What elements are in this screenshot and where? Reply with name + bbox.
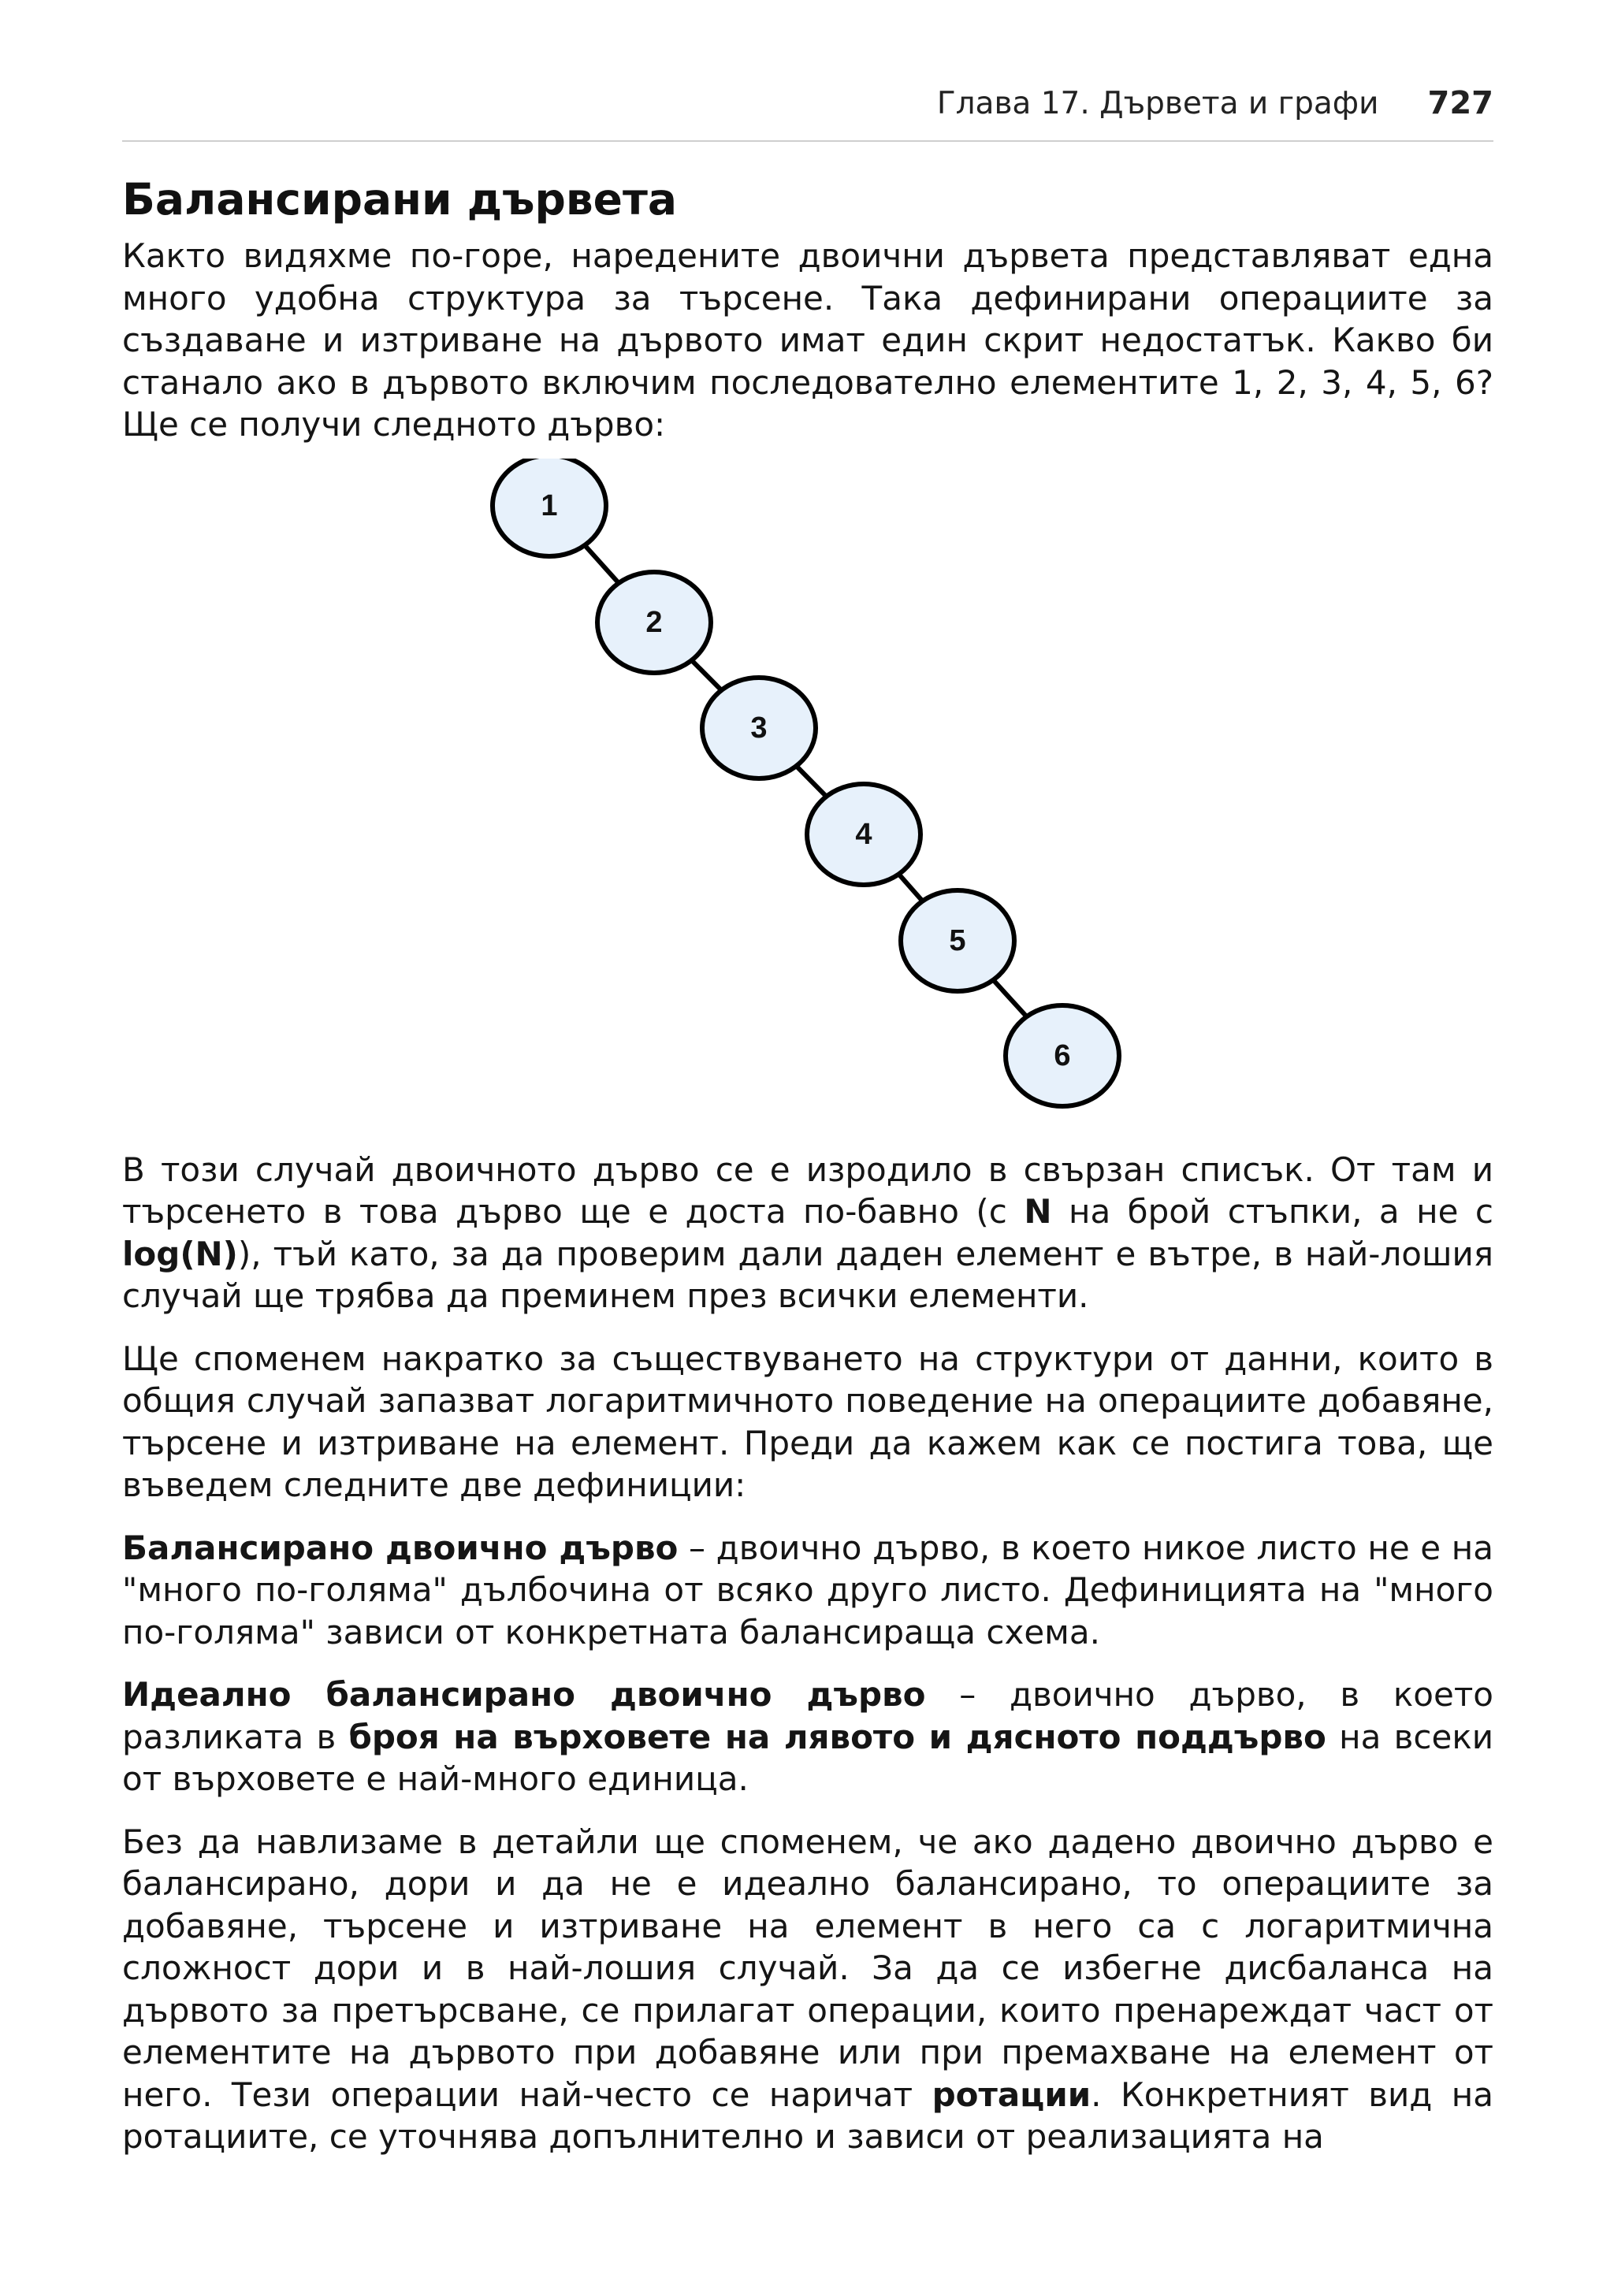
paragraph-rotations	[122, 1821, 1493, 2158]
tree-node-label: 6	[1054, 1038, 1071, 1072]
tree-node-2	[597, 572, 711, 673]
term-perfectly-balanced: Идеално балансирано двоично дърво	[122, 1675, 926, 1714]
term-balanced: Балансирано двоично дърво	[122, 1528, 679, 1567]
degenerate-tree-diagram	[122, 459, 1493, 1128]
paragraph-degenerate	[122, 1149, 1493, 1317]
tree-node-5	[901, 890, 1014, 991]
definition-balanced	[122, 1527, 1493, 1654]
text: ), тъй като, за да проверим дали даден елемент е вътре, в най-лошия случай ще трябва да преминем през всички елементи.	[122, 1234, 1493, 1315]
tree-node-6	[1006, 1005, 1119, 1106]
section-title: Балансирани дървета	[122, 174, 677, 225]
text: на всеки от върховете е най-много единица.	[122, 1717, 1494, 1798]
tree-node-4	[807, 784, 920, 885]
paragraph-structures: Ще споменем накратко за съществуването на структури от данни, които в общия случай запазват логаритмичното поведение на операциите добавяне, търсене и изтриване на елемент. Преди да кажем как се постига това, ще въведем следните две дефиниции:	[122, 1339, 1493, 1504]
tree-node-3	[702, 678, 816, 778]
tree-node-1	[493, 459, 606, 556]
text: – двоично дърво, в което разликата в	[122, 1675, 1493, 1756]
page-number: 727	[1427, 85, 1493, 121]
tree-node-label: 1	[541, 489, 558, 522]
text: – двоично дърво, в което никое листо не е на "много по-голяма" дълбочина от всяко друго листо. Дефиницията на "много по-голяма" зависи от конкретната балансираща схема.	[122, 1528, 1493, 1651]
bold-rotations: ротации	[932, 2075, 1091, 2114]
text: Без да навлизаме в детайли ще споменем, че ако дадено двоично дърво е балансирано, дори и да не е идеално балансирано, то операциите за добавяне, търсене и изтриване на елемент в него са с логаритмична сложност дори и в най-лошия случай. За да се избегне дисбаланса на дървото за претърсване, се прилагат операции, които пренареждат част от елементите на дървото при добавяне или при премахване на елемент от него. Тези операции най-често се наричат	[122, 1822, 1493, 2114]
chapter-title: Глава 17. Дървета и графи	[936, 86, 1379, 121]
tree-node-label: 4	[855, 817, 872, 851]
tree-node-label: 2	[645, 605, 663, 639]
page-header	[122, 79, 1493, 142]
definition-perfectly-balanced	[122, 1674, 1493, 1800]
header-text	[937, 85, 1493, 121]
text: В този случай двоичното дърво се е изродило в свързан списък. От там и търсенето в това дърво ще е доста по-бавно (с	[122, 1150, 1493, 1231]
page-content	[122, 164, 1493, 2179]
tree-node-label: 5	[949, 923, 966, 957]
text: на брой стъпки, а не с	[1051, 1192, 1493, 1231]
text: . Конкретният вид на ротациите, се уточнява допълнително и зависи от реализацията на	[122, 2075, 1494, 2156]
paragraph-intro: Както видяхме по-горе, наредените двоични дървета представляват една много удобна структура за търсене. Така дефинирани операциите за създаване и изтриване на дървото имат един скрит недостатък. Какво би станало ако в дървото включим последователно елементите 1, 2, 3, 4, 5, 6? Ще се получи следното дърво:	[122, 236, 1493, 444]
bold-n: N	[1024, 1192, 1052, 1231]
bold-subtree-count: броя на върховете на лявото и дясното поддърво	[348, 1717, 1326, 1756]
tree-node-label: 3	[750, 711, 768, 745]
bold-logn: log(N)	[122, 1234, 238, 1273]
tree-svg	[122, 459, 1493, 1128]
